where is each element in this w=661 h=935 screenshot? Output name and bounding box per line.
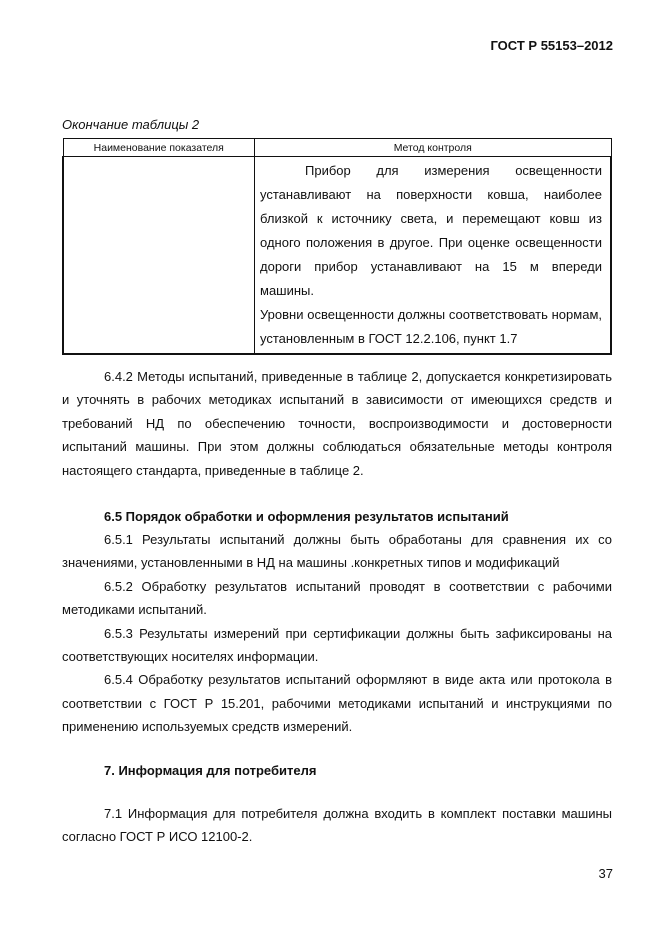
method-paragraph-2: Уровни освещенности должны соответствовать нормам, установленным в ГОСТ 12.2.106, пункт 1.7 [260,307,602,346]
section-7 [62,759,612,782]
method-paragraph-1: Прибор для измерения освещенности устанавливают на поверхности ковша, наиболее близкой к источнику света, и перемещают ковш из одного положения в другое. При оценке освещенности дороги прибор устанавливают на 15 м впереди машины. [260,163,602,298]
paragraph-6-5-4: 6.5.4 Обработку результатов испытаний оформляют в виде акта или протокола в соответствии с ГОСТ Р 15.201, рабочими методиками испытаний и инструкциями по применению используемых средств измерений. [62,672,612,735]
section-7-1 [62,802,612,849]
cell-indicator-name [63,157,255,355]
paragraph-6-5-2: 6.5.2 Обработку результатов испытаний проводят в соответствии с рабочими методиками испытаний. [62,578,612,618]
paragraph-6-5-3: 6.5.3 Результаты измерений при сертификации должны быть зафиксированы на соответствующих носителях информации. [62,625,612,665]
column-header-name: Наименование показателя [63,139,255,157]
section-6-4-2 [62,365,612,482]
paragraph-7-1: 7.1 Информация для потребителя должна входить в комплект поставки машины согласно ГОСТ Р ИСО 12100-2. [62,806,612,845]
section-6-5-items [62,528,612,739]
table-caption: Окончание таблицы 2 [62,117,200,132]
heading-7: 7. Информация для потребителя [104,763,317,778]
table-header-row [63,139,611,157]
section-6-5 [62,505,612,528]
paragraph-6-5-1: 6.5.1 Результаты испытаний должны быть обработаны для сравнения их со значениями, установленными в НД на машины .конкретных типов и модификаций [62,532,612,571]
paragraph-6-4-2: 6.4.2 Методы испытаний, приведенные в таблице 2, допускается конкретизировать и уточнять в рабочих методиках испытаний в зависимости от имеющихся средств и требований НД по обеспечению точности, воспроизводимости и достоверности испытаний машины. При этом должны соблюдаться обязательные методы контроля настоящего стандарта, приведенные в таблице 2. [62,369,612,478]
cell-control-method [255,157,612,355]
page-number: 37 [598,866,613,881]
heading-6-5: 6.5 Порядок обработки и оформления результатов испытаний [104,509,509,524]
continuation-table [62,138,612,355]
column-header-method: Метод контроля [255,139,612,157]
document-number: ГОСТ Р 55153–2012 [490,38,613,53]
table-row [63,157,611,355]
